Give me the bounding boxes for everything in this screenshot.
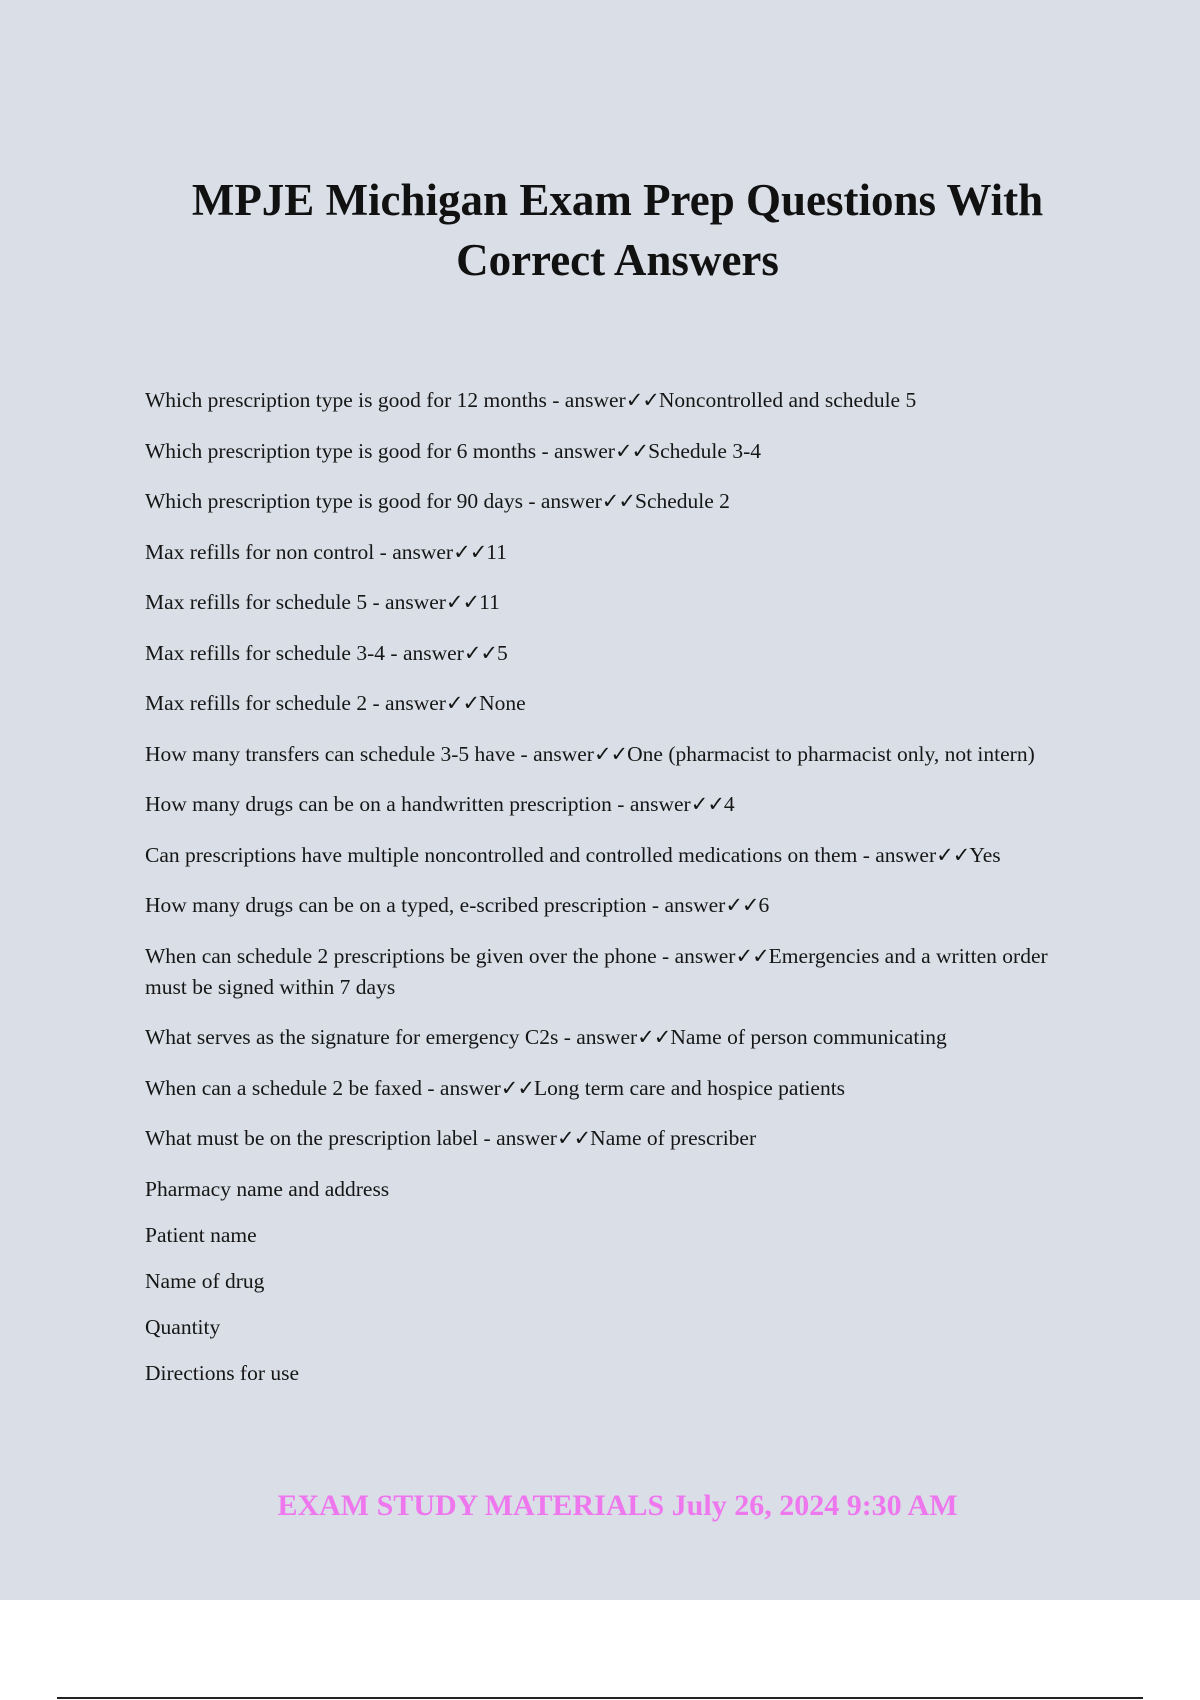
answer-marker: answer [629,792,691,816]
double-check-icon: ✓✓ [690,792,724,816]
answer-text: Long term care and hospice patients [534,1075,846,1100]
qa-item [145,638,1085,669]
double-check-icon: ✓✓ [593,741,628,766]
answer-text: 11 [486,539,507,564]
answer-text: Schedule 2 [634,489,730,513]
question-text: Max refills for schedule 5 [145,590,368,614]
answer-continuation-line: Patient name [145,1222,257,1247]
answer-marker: answer [402,640,464,665]
question-text: Max refills for schedule 3-4 [145,640,386,665]
question-text: How many transfers can schedule 3-5 have [145,741,516,766]
answer-marker: answer [385,691,446,715]
question-text: How many drugs can be on a typed, e-scribed prescription [145,893,647,917]
answer-marker: answer [564,388,626,412]
answer-marker: answer [664,893,726,917]
bottom-divider [57,1697,1143,1699]
answer-marker: answer [576,1025,638,1049]
qa-item [145,486,1085,517]
qa-item [145,385,1085,416]
qa-item [145,739,1085,770]
answer-text: Yes [969,842,1001,867]
double-check-icon: ✓✓ [725,893,759,917]
separator: - [374,539,393,564]
answer-continuation-line: Name of drug [145,1268,265,1293]
question-text: What must be on the prescription label [145,1126,479,1150]
question-text: Can prescriptions have multiple noncontrolled and controlled medications on them [145,842,858,867]
qa-item [145,941,1085,1003]
separator: - [367,590,386,614]
double-check-icon: ✓✓ [500,1075,534,1100]
separator: - [558,1025,577,1049]
answer-marker: answer [554,438,615,463]
answer-text: 5 [497,640,508,665]
answer-marker: answer [496,1126,557,1150]
qa-item [145,537,1085,568]
double-check-icon: ✓✓ [463,640,498,665]
separator: - [385,640,403,665]
question-text: What serves as the signature for emergency C2s [145,1025,559,1049]
double-check-icon: ✓✓ [625,388,659,412]
answer-marker: answer [439,1075,501,1100]
qa-item [145,436,1085,467]
question-text: Which prescription type is good for 6 months [145,438,537,463]
question-text: Max refills for non control [145,539,375,564]
separator: - [522,489,541,513]
qa-item [145,1022,1085,1053]
question-text: Which prescription type is good for 90 days [145,489,523,513]
separator: - [611,792,630,816]
answer-continuation-line: Pharmacy name and address [145,1176,390,1201]
answer-marker: answer [392,539,454,564]
question-text: How many drugs can be on a handwritten prescription [145,792,612,816]
answer-marker: answer [875,842,937,867]
qa-item [145,1123,1085,1154]
double-check-icon: ✓✓ [556,1126,591,1150]
qa-list [145,385,1085,1404]
question-text: Max refills for schedule 2 [145,691,368,715]
double-check-icon: ✓✓ [735,943,769,968]
answer-marker: answer [385,590,446,614]
question-text: When can schedule 2 prescriptions be given over the phone [145,943,657,968]
separator: - [656,943,675,968]
answer-text: 4 [723,792,735,816]
double-check-icon: ✓✓ [601,489,635,513]
footer-stamp: EXAM STUDY MATERIALS July 26, 2024 9:30 AM [277,1489,958,1522]
answer-text: Name of person communicating [670,1025,947,1049]
separator: - [367,691,386,715]
answer-text: One (pharmacist to pharmacist only, not intern) [627,741,1035,766]
answer-text: Name of prescriber [590,1126,757,1150]
answer-text: Emergencies and a written order must be signed within 7 days [145,943,1048,999]
qa-item [145,1073,1085,1104]
qa-item [145,789,1085,820]
separator: - [536,438,555,463]
double-check-icon: ✓✓ [936,842,970,867]
answer-text: Schedule 3-4 [648,438,761,463]
question-text: When can a schedule 2 be faxed [145,1075,422,1100]
double-check-icon: ✓✓ [445,590,480,614]
answer-text: None [479,691,526,715]
qa-item [145,688,1085,719]
double-check-icon: ✓✓ [614,438,649,463]
answer-text: Noncontrolled and schedule 5 [658,388,917,412]
separator: - [515,741,534,766]
separator: - [478,1126,497,1150]
qa-item [145,587,1085,618]
question-text: Which prescription type is good for 12 months [145,388,547,412]
answer-text: 11 [479,590,500,614]
separator: - [421,1075,440,1100]
separator: - [546,388,565,412]
qa-item [145,840,1085,871]
answer-marker: answer [674,943,736,968]
double-check-icon: ✓✓ [445,691,480,715]
answer-continuation-line: Quantity [145,1314,221,1339]
answer-marker: answer [540,489,602,513]
double-check-icon: ✓✓ [453,539,487,564]
answer-marker: answer [533,741,594,766]
answer-continuation-line: Directions for use [145,1360,300,1385]
answer-text: 6 [758,893,770,917]
separator: - [646,893,665,917]
document-title: MPJE Michigan Exam Prep Questions With Correct Answers [191,175,1044,285]
separator: - [857,842,876,867]
qa-item [145,890,1085,921]
double-check-icon: ✓✓ [637,1025,671,1049]
